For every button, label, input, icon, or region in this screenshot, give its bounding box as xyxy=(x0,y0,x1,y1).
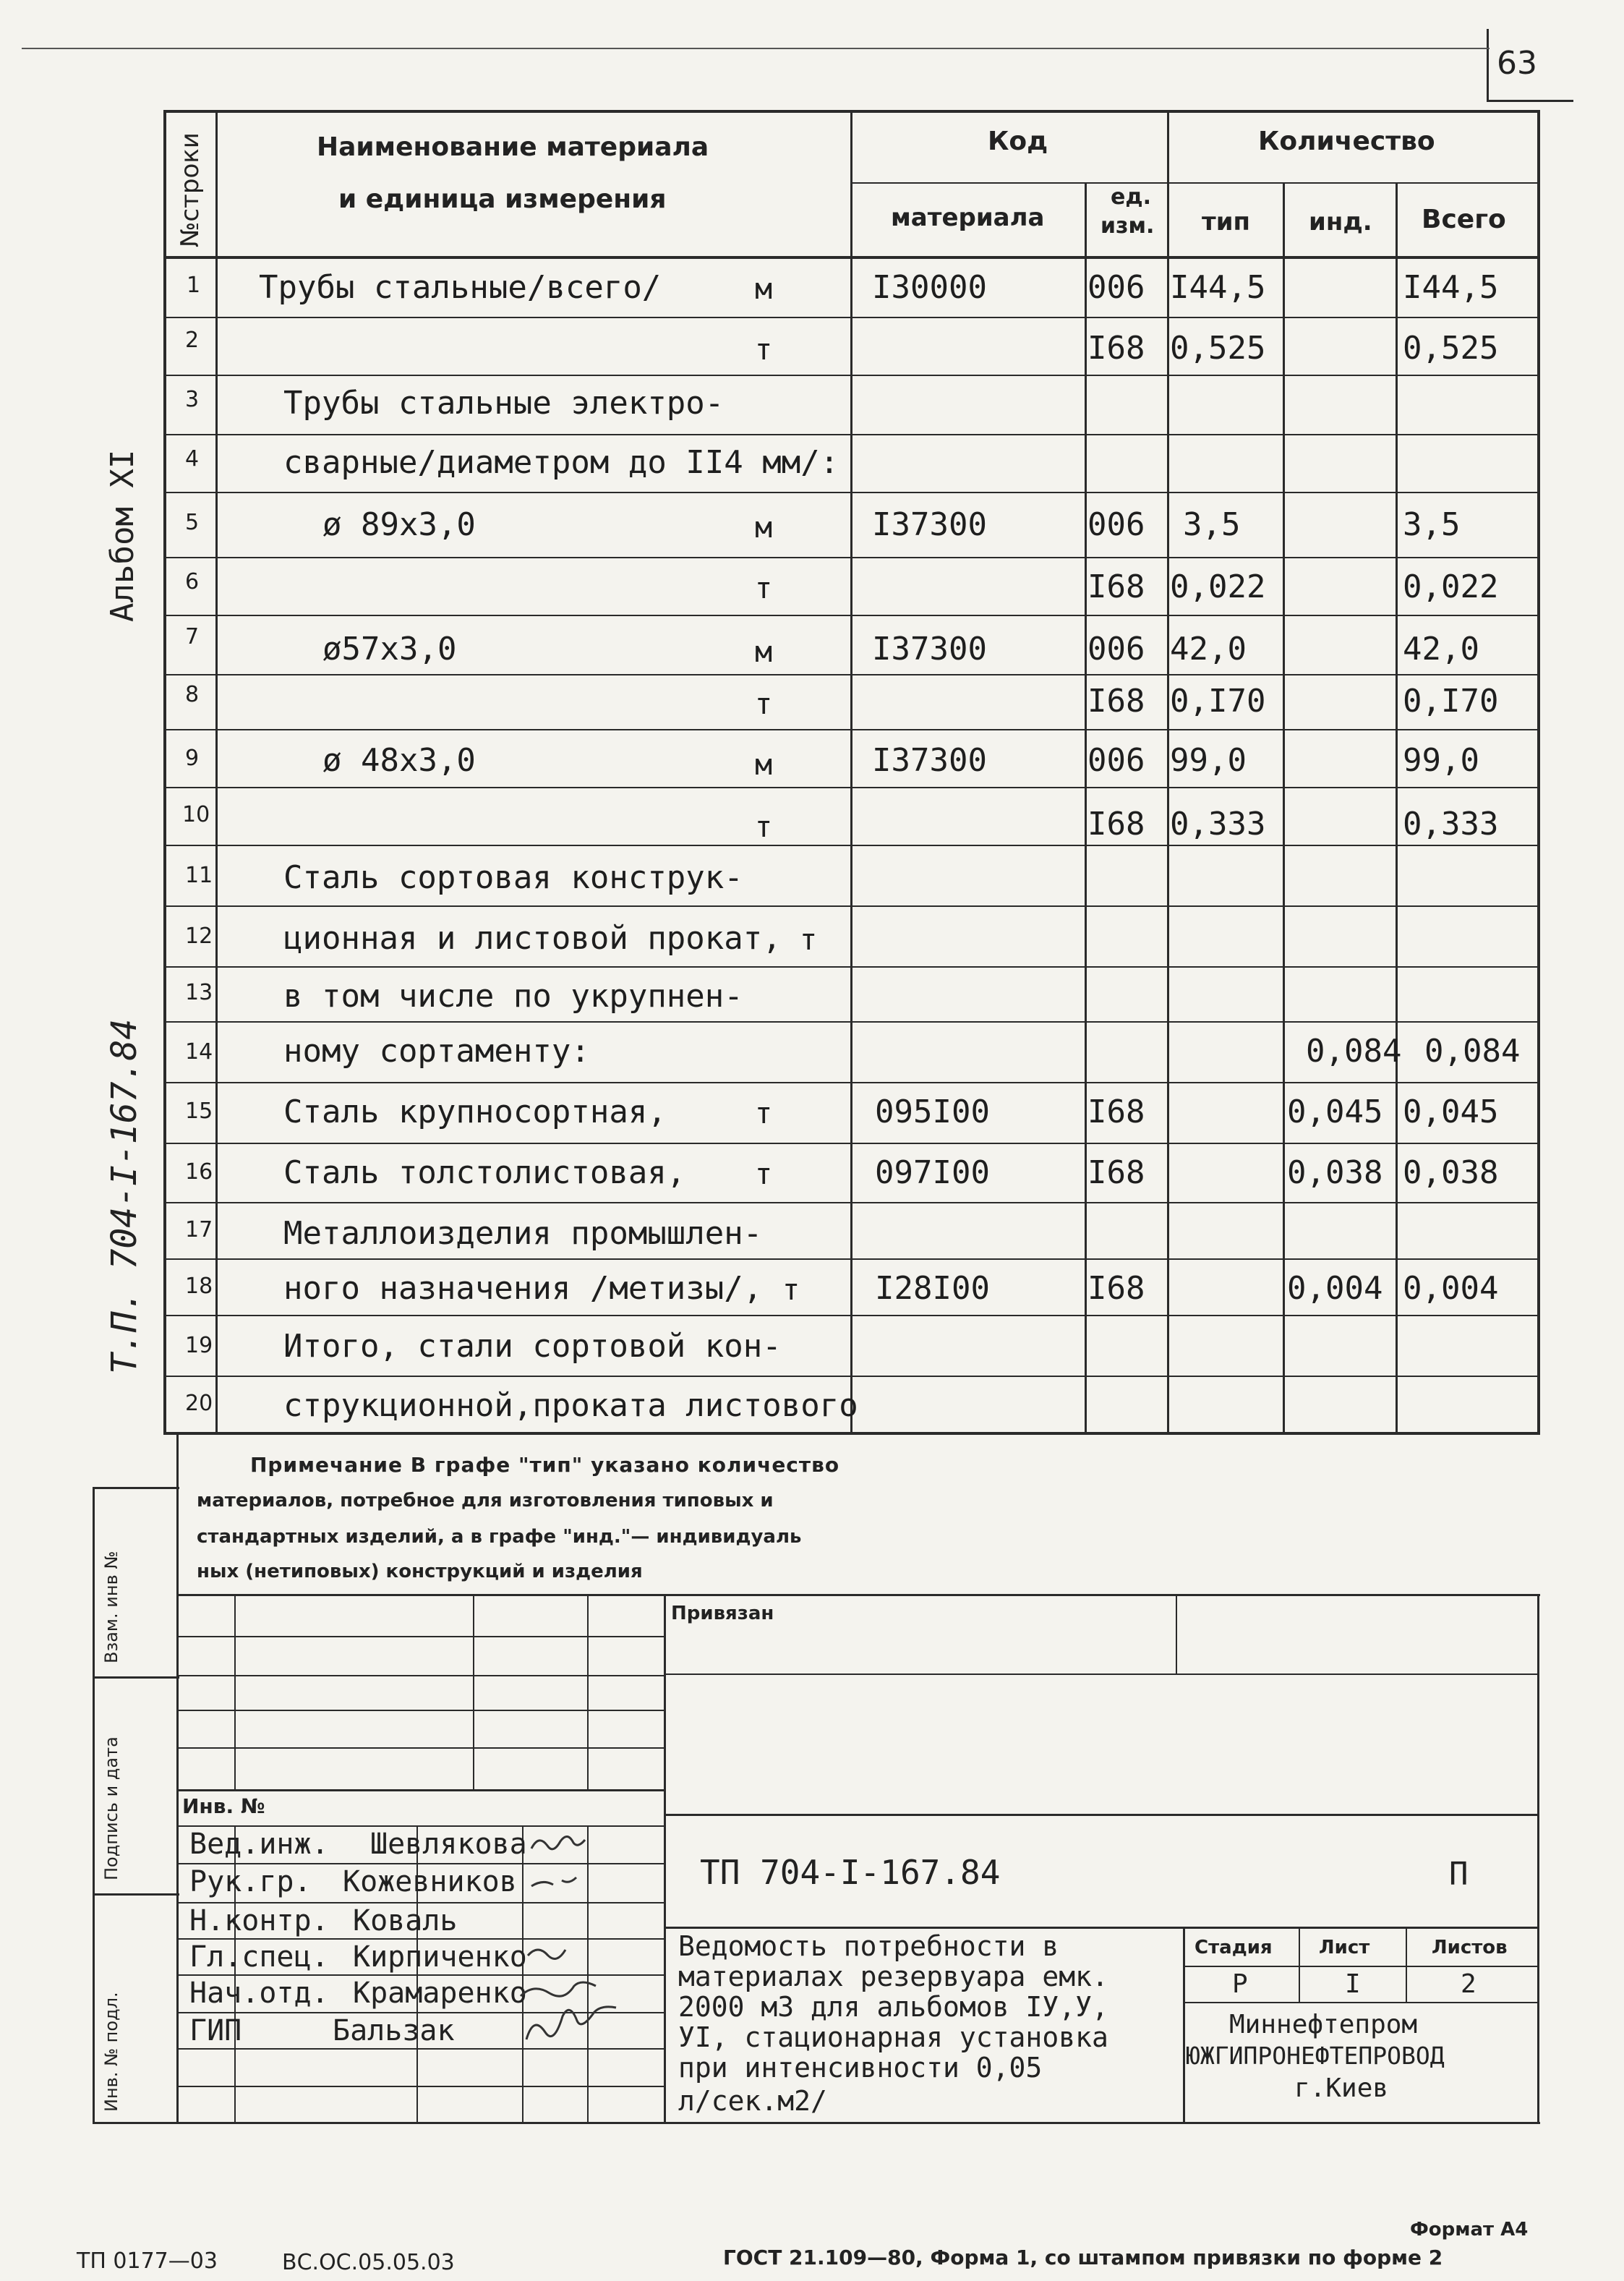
qty-total: 0,045 xyxy=(1403,1093,1499,1130)
note-line-2: материалов, потребное для изготовления типовых и xyxy=(197,1490,774,1512)
person-name: Кожевников xyxy=(343,1865,517,1898)
material-name: ному сортаменту: xyxy=(283,1033,590,1070)
title-line: Ведомость потребности в xyxy=(678,1930,1059,1962)
qty-ind: 0,004 xyxy=(1287,1270,1383,1307)
material-code: I37300 xyxy=(872,506,987,543)
material-name: в том числе по укрупнен- xyxy=(283,978,743,1015)
vzam-inv-label: Взам. инв № xyxy=(101,1551,121,1663)
material-name: ø 89х3,0 xyxy=(322,506,476,543)
unit-code: I68 xyxy=(1087,806,1145,843)
person-role: ГИП xyxy=(189,2014,242,2047)
qty-ind-header: инд. xyxy=(1309,208,1372,236)
title-line: УI, стационарная установка xyxy=(678,2021,1108,2053)
unit: т xyxy=(755,688,773,721)
unit-code-header-line1: ед. xyxy=(1111,184,1151,210)
signature-scribble xyxy=(521,1982,596,1996)
qty-total: 0,038 xyxy=(1403,1154,1499,1191)
qty-ind: 0,045 xyxy=(1287,1093,1383,1130)
material-code: I30000 xyxy=(872,269,987,306)
unit: т xyxy=(800,924,818,957)
unit: м xyxy=(755,273,773,306)
material-code-header: материала xyxy=(891,203,1045,232)
material-name: Металлоизделия промышлен- xyxy=(283,1215,763,1252)
material-name: ного назначения /метизы/, xyxy=(283,1270,763,1307)
row-number: 2 xyxy=(185,328,200,353)
note-line-1: Примечание В графе "тип" указано количество xyxy=(250,1453,840,1477)
stage-letter: П xyxy=(1449,1856,1469,1893)
material-name: Сталь сортовая конструк- xyxy=(283,859,743,896)
code-group-header: Код xyxy=(988,127,1048,156)
title-line: при интенсивности 0,05 xyxy=(678,2052,1043,2084)
list-label: Лист xyxy=(1319,1937,1370,1958)
footer-gost-note: ГОСТ 21.109—80, Форма 1, со штампом привязки по форме 2 xyxy=(723,2246,1443,2269)
unit-code: 006 xyxy=(1087,742,1145,779)
qty-type: 99,0 xyxy=(1170,742,1247,779)
material-code: 097I00 xyxy=(875,1154,990,1191)
unit-code: 006 xyxy=(1087,269,1145,306)
qty-type-header: тип xyxy=(1202,208,1251,236)
signature-scribble xyxy=(531,1836,585,1849)
unit: т xyxy=(755,811,773,844)
note-line-3: стандартных изделий, а в графе "инд."— индивидуаль xyxy=(197,1526,802,1548)
person-name: Крамаренко xyxy=(353,1977,527,2010)
qty-total: I44,5 xyxy=(1403,269,1499,306)
qty-total: 3,5 xyxy=(1403,506,1461,543)
row-number: 16 xyxy=(185,1159,213,1185)
row-number: 14 xyxy=(185,1039,213,1065)
qty-ind: 0,038 xyxy=(1287,1154,1383,1191)
row-number: 11 xyxy=(185,863,213,888)
unit: т xyxy=(755,333,773,367)
unit-code: I68 xyxy=(1087,1154,1145,1191)
qty-type: 0,I70 xyxy=(1170,683,1266,720)
person-role: Вед.инж. xyxy=(189,1828,329,1861)
podpis-data-label: Подпись и дата xyxy=(101,1736,121,1880)
project-side-label: Т.П. 704-I-167.84 xyxy=(104,1018,145,1374)
format-label: Формат А4 xyxy=(1410,2219,1529,2241)
inv-podl-label: Инв. № подл. xyxy=(101,1992,121,2112)
material-code: I28I00 xyxy=(875,1270,990,1307)
row-number: 9 xyxy=(185,746,200,771)
qty-total: 0,004 xyxy=(1403,1270,1499,1307)
qty-type: 42,0 xyxy=(1170,631,1247,668)
org-line-3: г.Киев xyxy=(1294,2073,1389,2103)
stadiya-label: Стадия xyxy=(1195,1937,1273,1958)
qty-total: 0,084 xyxy=(1424,1033,1521,1070)
qty-type: 0,022 xyxy=(1170,568,1266,605)
row-number: 17 xyxy=(185,1217,213,1242)
album-label: Альбом XI xyxy=(104,449,141,622)
unit-code: I68 xyxy=(1087,330,1145,367)
material-name: ционная и листовой прокат, xyxy=(283,920,782,957)
title-line: 2000 м3 для альбомов IУ,У, xyxy=(678,1991,1108,2023)
row-number: 1 xyxy=(187,273,201,298)
row-number: 3 xyxy=(185,387,200,412)
row-number: 19 xyxy=(185,1333,213,1358)
unit: м xyxy=(755,636,773,669)
row-number: 7 xyxy=(185,624,200,649)
qty-type: 0,333 xyxy=(1170,806,1266,843)
signature-scribble xyxy=(531,1877,576,1886)
unit: м xyxy=(755,749,773,782)
footer-left-code-2: ВС.ОС.05.05.03 xyxy=(282,2250,455,2275)
qty-total: 0,022 xyxy=(1403,568,1499,605)
person-role: Рук.гр. xyxy=(189,1865,312,1898)
row-number: 12 xyxy=(185,924,213,949)
listov-value: 2 xyxy=(1461,1969,1476,1999)
unit: м xyxy=(755,511,773,545)
qty-type: 3,5 xyxy=(1183,506,1241,543)
row-number: 8 xyxy=(185,682,200,707)
signature-scribble xyxy=(528,1950,565,1959)
row-number: 20 xyxy=(185,1391,213,1416)
org-line-2: ЮЖГИПРОНЕФТЕПРОВОД xyxy=(1186,2042,1445,2070)
material-code: 095I00 xyxy=(875,1093,990,1130)
row-number: 4 xyxy=(185,446,200,472)
unit-code: I68 xyxy=(1087,1093,1145,1130)
material-code: I37300 xyxy=(872,742,987,779)
quantity-group-header: Количество xyxy=(1258,127,1435,156)
material-name: Сталь крупносортная, xyxy=(283,1093,667,1130)
footer-left-code-1: ТП 0177—03 xyxy=(77,2248,218,2274)
qty-type: 0,525 xyxy=(1170,330,1266,367)
inv-number-label: Инв. № xyxy=(182,1794,265,1818)
row-number: 10 xyxy=(182,802,210,827)
material-name: Трубы стальные/всего/ xyxy=(259,269,662,306)
stadiya-value: Р xyxy=(1232,1969,1248,1999)
person-name: Коваль xyxy=(353,1904,458,1937)
title-line: л/сек.м2/ xyxy=(678,2085,827,2117)
listov-label: Листов xyxy=(1432,1937,1508,1958)
unit: т xyxy=(782,1274,800,1307)
unit-code: I68 xyxy=(1087,1270,1145,1307)
list-value: I xyxy=(1345,1969,1361,1999)
row-number: 5 xyxy=(185,510,200,535)
unit: т xyxy=(755,1097,773,1130)
document-code: ТП 704-I-167.84 xyxy=(700,1853,1001,1892)
qty-total: 0,333 xyxy=(1403,806,1499,843)
name-header-line1: Наименование материала xyxy=(317,132,709,162)
row-number: 18 xyxy=(185,1274,213,1299)
org-line-1: Миннефтепром xyxy=(1229,2010,1418,2039)
row-number: 6 xyxy=(185,569,200,594)
unit: т xyxy=(755,572,773,605)
qty-total: 99,0 xyxy=(1403,742,1479,779)
row-number: 13 xyxy=(185,980,213,1005)
unit: т xyxy=(755,1158,773,1191)
qty-ind: 0,084 xyxy=(1306,1033,1402,1070)
person-name: Бальзак xyxy=(333,2014,455,2047)
person-role: Н.контр. xyxy=(189,1904,329,1937)
material-name: Сталь толстолистовая, xyxy=(283,1154,686,1191)
unit-code-header-line2: изм. xyxy=(1101,213,1155,239)
unit-code: I68 xyxy=(1087,683,1145,720)
unit-code: I68 xyxy=(1087,568,1145,605)
row-number-header: №строки xyxy=(176,132,205,247)
signature-scribble xyxy=(526,2007,616,2039)
person-role: Нач.отд. xyxy=(189,1977,329,2010)
name-header-line2: и единица измерения xyxy=(338,184,667,214)
unit-code: 006 xyxy=(1087,506,1145,543)
qty-total-header: Всего xyxy=(1422,205,1506,234)
material-name: ø 48х3,0 xyxy=(322,742,476,779)
title-line: материалах резервуара емк. xyxy=(678,1961,1108,1992)
privyazan-label: Привязан xyxy=(671,1603,774,1624)
person-role: Гл.спец. xyxy=(189,1940,329,1974)
material-name: Трубы стальные электро- xyxy=(283,385,725,422)
qty-total: 0,525 xyxy=(1403,330,1499,367)
row-number: 15 xyxy=(185,1099,213,1124)
qty-type: I44,5 xyxy=(1170,269,1266,306)
qty-total: 0,I70 xyxy=(1403,683,1499,720)
page-number: 63 xyxy=(1497,45,1537,82)
person-name: Шевлякова xyxy=(370,1828,527,1861)
material-name: ø57х3,0 xyxy=(322,631,457,668)
unit-code: 006 xyxy=(1087,631,1145,668)
material-name: Итого, стали сортовой кон- xyxy=(283,1328,782,1365)
person-name: Кирпиченко xyxy=(353,1940,527,1974)
material-code: I37300 xyxy=(872,631,987,668)
material-name: сварные/диаметром до II4 мм/: xyxy=(283,444,839,481)
material-name: струкционной,проката листового xyxy=(283,1387,858,1424)
note-line-4: ных (нетиповых) конструкций и изделия xyxy=(197,1561,643,1582)
qty-total: 42,0 xyxy=(1403,631,1479,668)
